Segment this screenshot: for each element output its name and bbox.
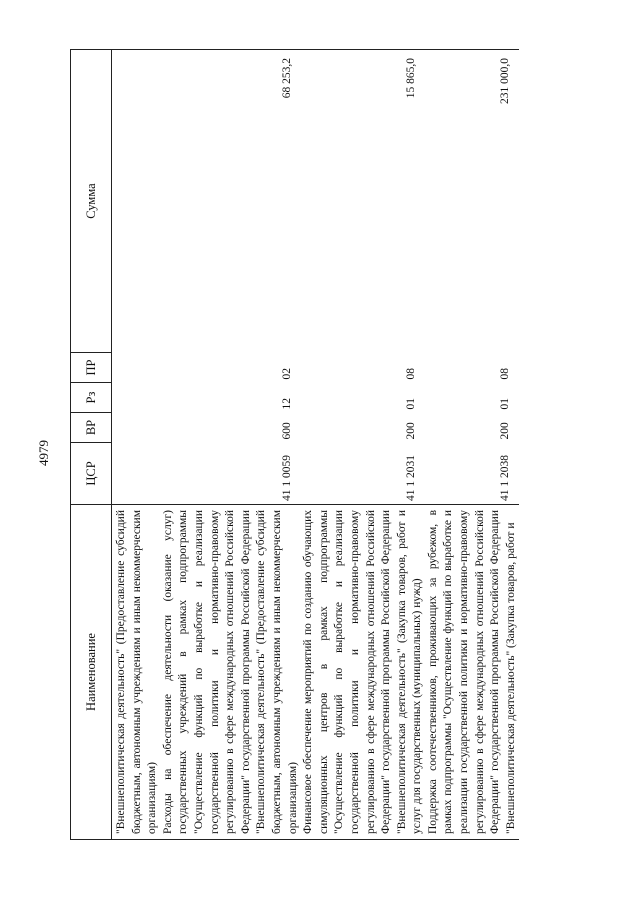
row-csr: 41 1 2031: [405, 455, 418, 501]
header-name: Наименование: [71, 505, 112, 840]
budget-table: [70, 49, 519, 840]
row-name: Расходы на обеспечение деятельности (оказание услуг) государственных учреждений в рамках подпрограммы "Осуществление функций по выработке и реализации государственной политики и нормативно-правовому регулированию в сфере международных отношений Российской Федерации" государственной программы Российской Федерации "Внешнеполитическая деятельность" (Предоставление субсидий бюджетным, автономным учреждениям и иным некоммерческим организациям): [161, 505, 301, 840]
table-row: [426, 50, 520, 840]
row-vr: 200: [498, 422, 511, 440]
row-rz: 01: [498, 398, 511, 410]
header-vr: ВР: [71, 413, 112, 443]
table-header-row: [71, 50, 112, 840]
row-sum: 68 253,2: [161, 50, 301, 353]
row-sum: 15 865,0: [301, 50, 426, 353]
row-pr: [112, 353, 161, 383]
table-row: [161, 50, 301, 840]
header-pr: ПР: [71, 353, 112, 383]
budget-table-sheet: [70, 50, 590, 840]
row-name: Поддержка соотечественников, проживающих за рубежом, в рамках подпрограммы "Осуществление функций по выработке и реализации государственной политики и нормативно-правовому регулированию в сфере международных отношений Российской Федерации" государственной программы Российской Федерации "Внешнеполитическая деятельность" (Закупка товаров, работ и: [426, 505, 520, 840]
header-sum: Сумма: [71, 50, 112, 353]
page-number: 4979: [36, 440, 51, 466]
header-rz: Рз: [71, 383, 112, 413]
row-pr: 02: [280, 368, 293, 380]
table-row: [301, 50, 426, 840]
row-name: Финансовое обеспечение мероприятий по созданию обучающих симуляционных центров в рамках подпрограммы "Осуществление функций по выработке и реализации государственной политики и нормативно-правовому регулированию в сфере международных отношений Российской Федерации" государственной программы Российской Федерации "Внешнеполитическая деятельность" (Закупка товаров, работ и услуг для государственных (муниципальных) нужд): [301, 505, 426, 840]
row-rz: 12: [280, 398, 293, 410]
row-pr: 08: [405, 368, 418, 380]
row-sum: [112, 50, 161, 353]
row-csr: 41 1 0059: [280, 455, 293, 501]
table-row: [112, 50, 161, 840]
row-rz: 01: [405, 398, 418, 410]
row-csr: 41 1 2038: [498, 455, 511, 501]
row-csr: [112, 443, 161, 505]
row-vr: 200: [405, 422, 418, 440]
row-pr: 08: [498, 368, 511, 380]
header-csr: ЦСР: [71, 443, 112, 505]
row-sum: 231 000,0: [426, 50, 520, 353]
row-rz: [112, 383, 161, 413]
row-name: "Внешнеполитическая деятельность" (Предоставление субсидий бюджетным, автономным учреждениям и иным некоммерческим организациям): [112, 505, 161, 840]
row-vr: [112, 413, 161, 443]
row-vr: 600: [280, 422, 293, 440]
